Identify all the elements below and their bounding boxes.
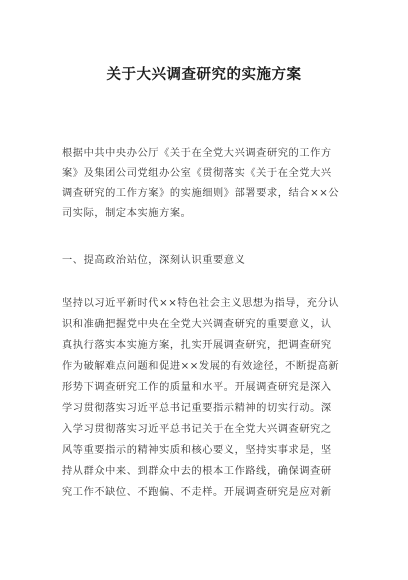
body-line: 入学习贯彻落实习近平总书记关于在全党大兴调查研究之 <box>62 424 332 435</box>
body-line: 形势下调查研究工作的质量和水平。开展调查研究是深入 <box>62 382 332 393</box>
body-line: 坚持以习近平新时代××特色社会主义思想为指导，充分认 <box>62 298 340 309</box>
intro-line: 案》及集团公司党组办公室《贯彻落实《关于在全党大兴 <box>62 168 332 179</box>
body-line: 究工作不缺位、不跑偏、不走样。开展调查研究是应对新 <box>62 487 332 498</box>
body-line: 作为破解难点问题和促进××发展的有效途径，不断提高新 <box>62 361 340 372</box>
document-title: 关于大兴调查研究的实施方案 <box>106 67 302 83</box>
intro-line: 调查研究的工作方案》的实施细则》部署要求，结合××公 <box>62 188 340 199</box>
body-line: 真执行落实本实施方案，扎实开展调查研究，把调查研究 <box>62 340 332 351</box>
intro-line: 根据中共中央办公厅《关于在全党大兴调查研究的工作方 <box>62 148 332 159</box>
intro-line: 司实际，制定本实施方案。 <box>62 208 192 219</box>
body-line: 持从群众中来、到群众中去的根本工作路线，确保调查研 <box>62 466 332 477</box>
section-heading: 一、提高政治站位，深刻认识重要意义 <box>62 255 246 266</box>
body-line: 识和准确把握党中央在全党大兴调查研究的重要意义，认 <box>62 319 332 330</box>
body-line: 风等重要指示的精神实质和核心要义，坚持实事求是，坚 <box>62 445 332 456</box>
body-line: 学习贯彻落实习近平总书记重要指示精神的切实行动。深 <box>62 403 332 414</box>
